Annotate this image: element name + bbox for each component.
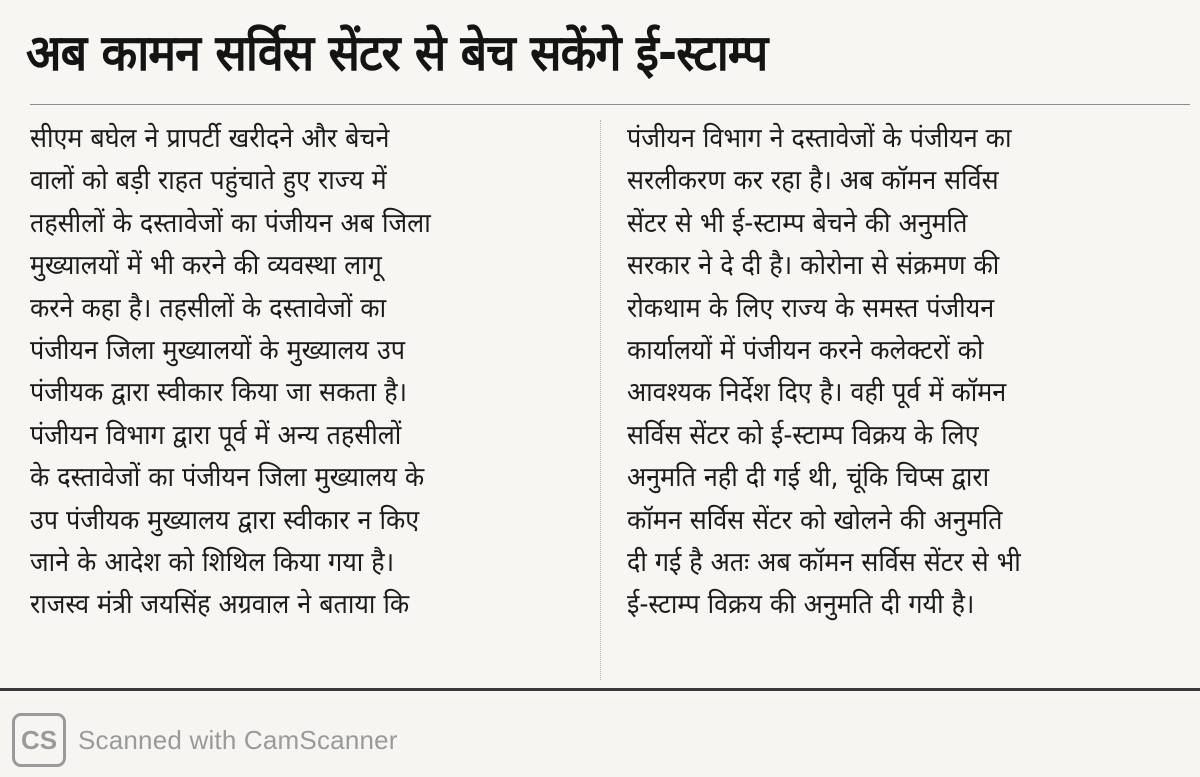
column-line: उप पंजीयक मुख्यालय द्वारा स्वीकार न किए <box>30 504 420 536</box>
column-line: कॉमन सर्विस सेंटर को खोलने की अनुमति <box>627 504 1003 536</box>
column-line: सीएम बघेल ने प्रापर्टी खरीदने और बेचने <box>30 123 390 154</box>
column-line: पंजीयन विभाग ने दस्तावेजों के पंजीयन का <box>627 123 1012 154</box>
column-line: दी गई है अतः अब कॉमन सर्विस सेंटर से भी <box>627 546 1021 578</box>
column-line: ई-स्टाम्प विक्रय की अनुमति दी गयी है। <box>627 589 975 621</box>
column-line: के दस्तावेजों का पंजीयन जिला मुख्यालय के <box>30 462 425 494</box>
camscanner-logo-glyph <box>19 726 59 754</box>
column-line: मुख्यालयों में भी करने की व्यवस्था लागू <box>30 250 382 282</box>
column-line: रोकथाम के लिए राज्य के समस्त पंजीयन <box>627 292 995 324</box>
camscanner-logo-icon <box>12 713 66 767</box>
column-line: पंजीयन विभाग द्वारा पूर्व में अन्य तहसीलों <box>30 419 402 451</box>
article-column-right <box>627 118 1187 627</box>
column-line: अनुमति नही दी गई थी, चूंकि चिप्स द्वारा <box>627 462 990 494</box>
camscanner-logo-text: CS <box>20 726 58 754</box>
column-line: पंजीयक द्वारा स्वीकार किया जा सकता है। <box>30 377 408 409</box>
column-line: पंजीयन जिला मुख्यालयों के मुख्यालय उप <box>30 334 406 366</box>
column-line: जाने के आदेश को शिथिल किया गया है। <box>30 546 395 578</box>
column-line: सेंटर से भी ई-स्टाम्प बेचने की अनुमति <box>627 207 968 239</box>
column-line: सरकार ने दे दी है। कोरोना से संक्रमण की <box>627 250 1000 282</box>
column-line: तहसीलों के दस्तावेजों का पंजीयन अब जिला <box>30 207 431 239</box>
clipping-bottom-border <box>0 688 1200 691</box>
column-line: सरलीकरण कर रहा है। अब कॉमन सर्विस <box>627 165 999 197</box>
column-line: राजस्व मंत्री जयसिंह अग्रवाल ने बताया कि <box>30 589 410 621</box>
headline-divider <box>30 104 1190 105</box>
column-line: कार्यालयों में पंजीयन करने कलेक्टरों को <box>627 334 984 366</box>
watermark-text: Scanned with CamScanner <box>78 724 398 755</box>
column-line: आवश्यक निर्देश दिए है। वही पूर्व में कॉमन <box>627 377 1007 409</box>
column-line: वालों को बड़ी राहत पहुंचाते हुए राज्य में <box>30 165 387 197</box>
headline: अब कामन सर्विस सेंटर से बेच सकेंगे ई-स्टाम्प <box>26 24 768 82</box>
column-line: करने कहा है। तहसीलों के दस्तावेजों का <box>30 292 387 324</box>
column-line: सर्विस सेंटर को ई-स्टाम्प विक्रय के लिए <box>627 419 979 451</box>
article-column-left <box>30 118 590 627</box>
scanner-watermark <box>12 712 398 768</box>
column-divider <box>600 120 601 680</box>
